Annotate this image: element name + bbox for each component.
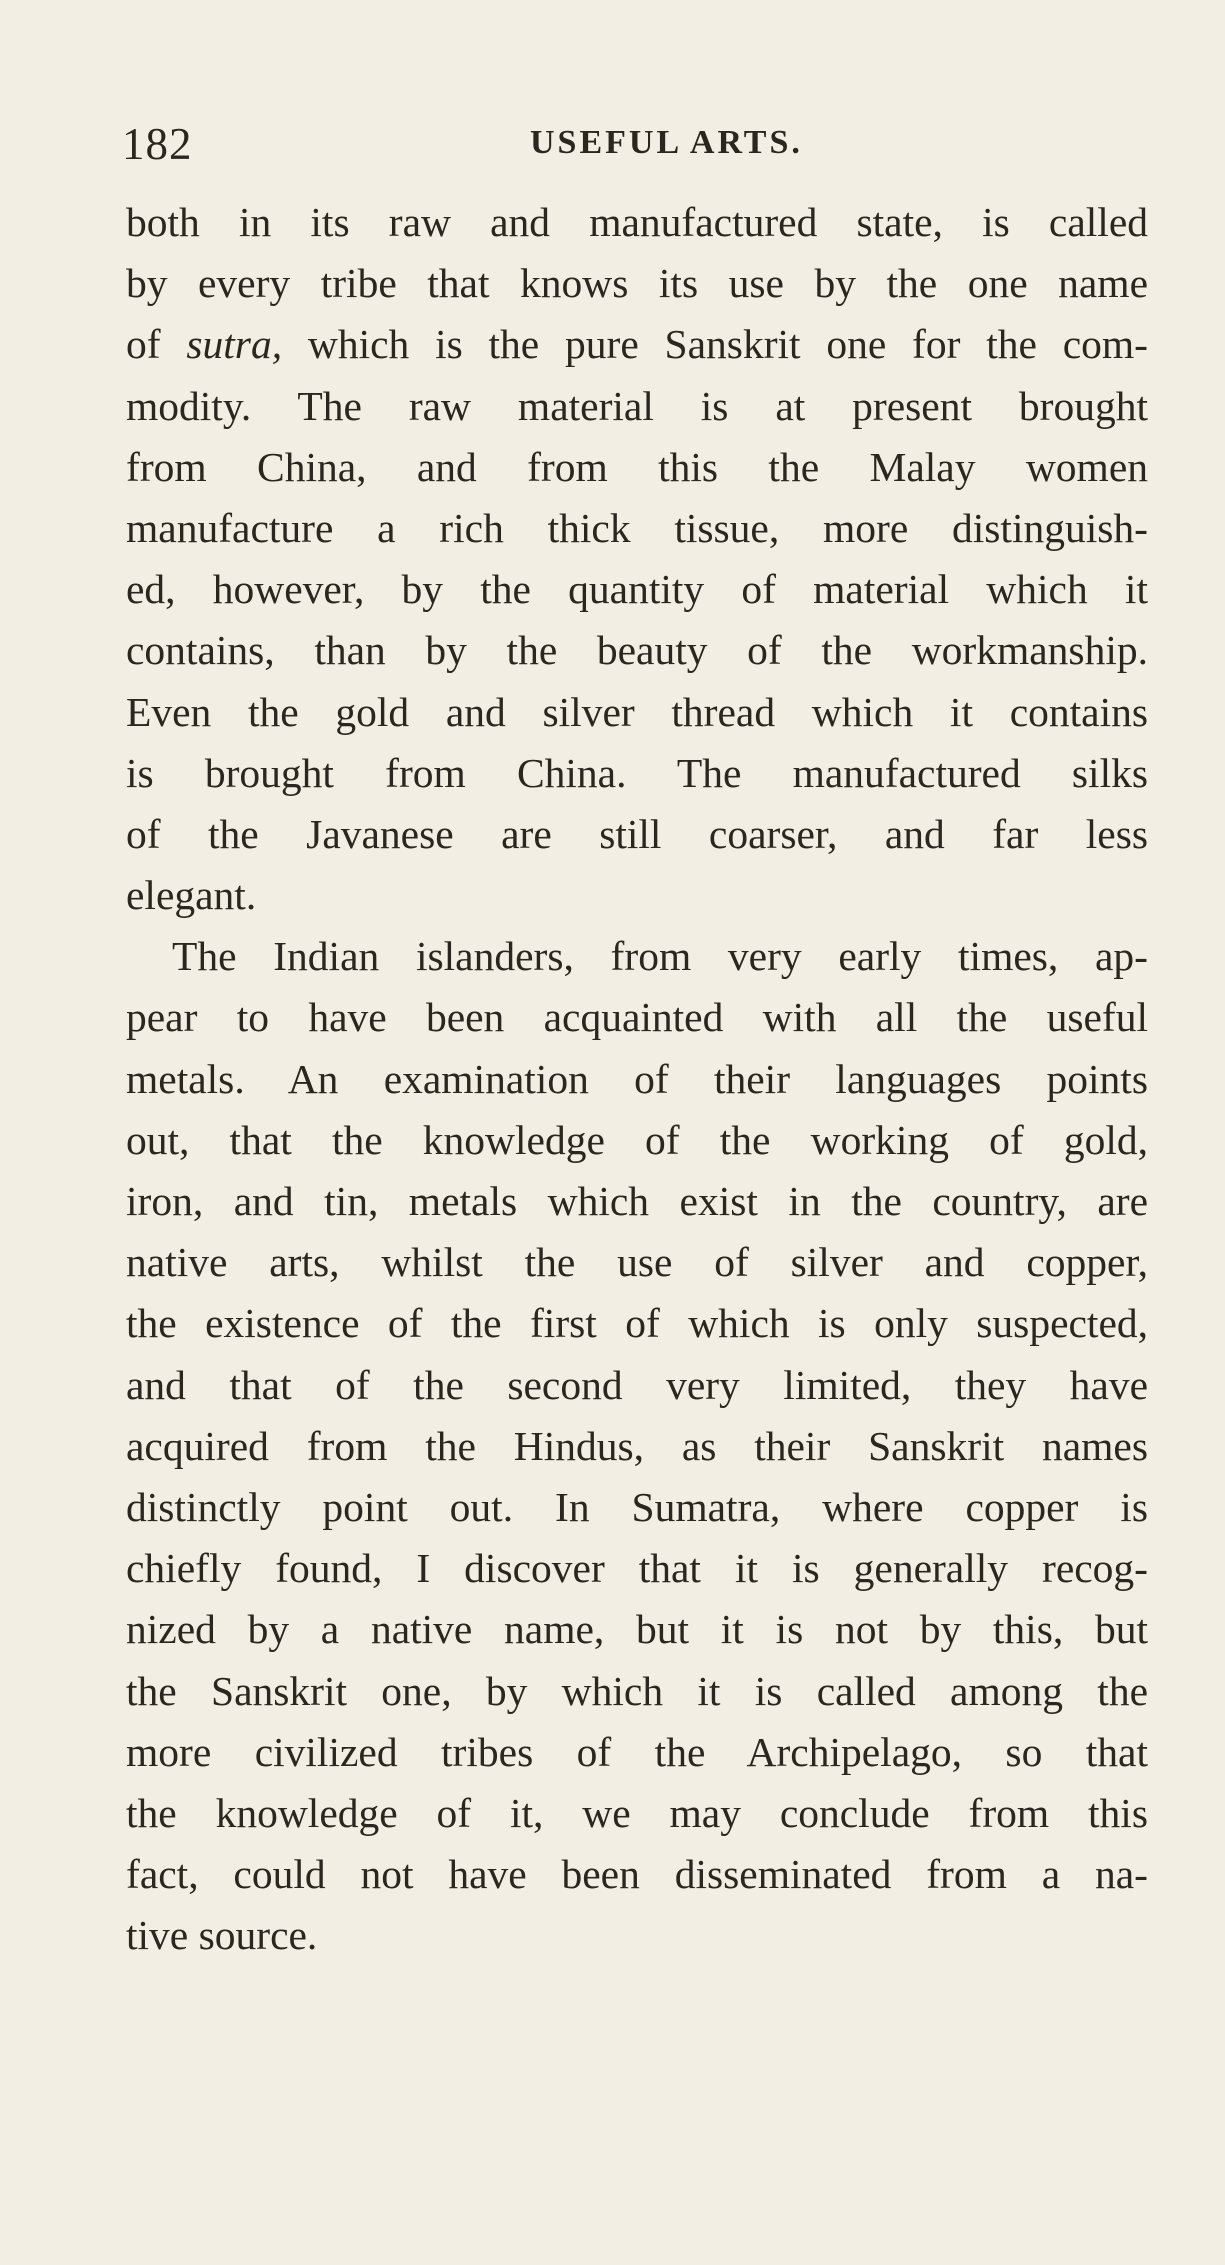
text-line bbox=[126, 314, 1148, 375]
page-number: 182 bbox=[122, 119, 193, 169]
text-line: pear to have been acquainted with all the useful bbox=[126, 994, 1148, 1041]
text-line: The Indian islanders, from very early times, ap- bbox=[172, 933, 1148, 980]
text-line: elegant. bbox=[126, 872, 257, 919]
text-line: Even the gold and silver thread which it contains bbox=[126, 688, 1148, 735]
text-line: chiefly found, I discover that it is generally recog- bbox=[126, 1545, 1148, 1592]
text-line: more civilized tribes of the Archipelago, so that bbox=[126, 1728, 1148, 1775]
text-line: by every tribe that knows its use by the one name bbox=[126, 260, 1148, 307]
text-line: from China, and from this the Malay women bbox=[126, 443, 1148, 490]
text-line: the existence of the first of which is only suspected, bbox=[126, 1300, 1148, 1347]
text-line: of the Javanese are still coarser, and far less bbox=[126, 810, 1148, 857]
text-line: the knowledge of it, we may conclude from this bbox=[126, 1789, 1148, 1836]
text-line: nized by a native name, but it is not by this, but bbox=[126, 1606, 1148, 1653]
text-line: is brought from China. The manufactured silks bbox=[126, 749, 1148, 796]
text-line: both in its raw and manufactured state, is called bbox=[126, 199, 1148, 245]
running-head bbox=[122, 118, 1148, 168]
text-line: the Sanskrit one, by which it is called among the bbox=[126, 1667, 1148, 1714]
text-line: metals. An examination of their languages points bbox=[126, 1055, 1148, 1102]
text-line: tive source. bbox=[126, 1912, 318, 1959]
body-text bbox=[126, 192, 1148, 1966]
text-line: contains, than by the beauty of the workmanship. bbox=[126, 627, 1148, 674]
text-line: and that of the second very limited, they have bbox=[126, 1361, 1148, 1408]
running-title: USEFUL ARTS. bbox=[530, 124, 803, 161]
text-line: out, that the knowledge of the working of gold, bbox=[126, 1116, 1148, 1163]
text-fragment: which is the pure Sanskrit one for the com- bbox=[282, 321, 1148, 368]
text-line: manufacture a rich thick tissue, more distinguish- bbox=[126, 504, 1148, 551]
text-line: native arts, whilst the use of silver and copper, bbox=[126, 1239, 1148, 1286]
text-line: iron, and tin, metals which exist in the country, are bbox=[126, 1178, 1148, 1224]
italic-term: sutra, bbox=[186, 321, 283, 368]
text-fragment: of bbox=[126, 321, 187, 368]
text-line: distinctly point out. In Sumatra, where copper is bbox=[126, 1483, 1148, 1530]
text-line: ed, however, by the quantity of material which it bbox=[126, 566, 1148, 613]
text-line: acquired from the Hindus, as their Sanskrit names bbox=[126, 1422, 1148, 1469]
text-line: fact, could not have been disseminated from a na- bbox=[126, 1851, 1148, 1898]
text-line: modity. The raw material is at present brought bbox=[126, 382, 1148, 429]
